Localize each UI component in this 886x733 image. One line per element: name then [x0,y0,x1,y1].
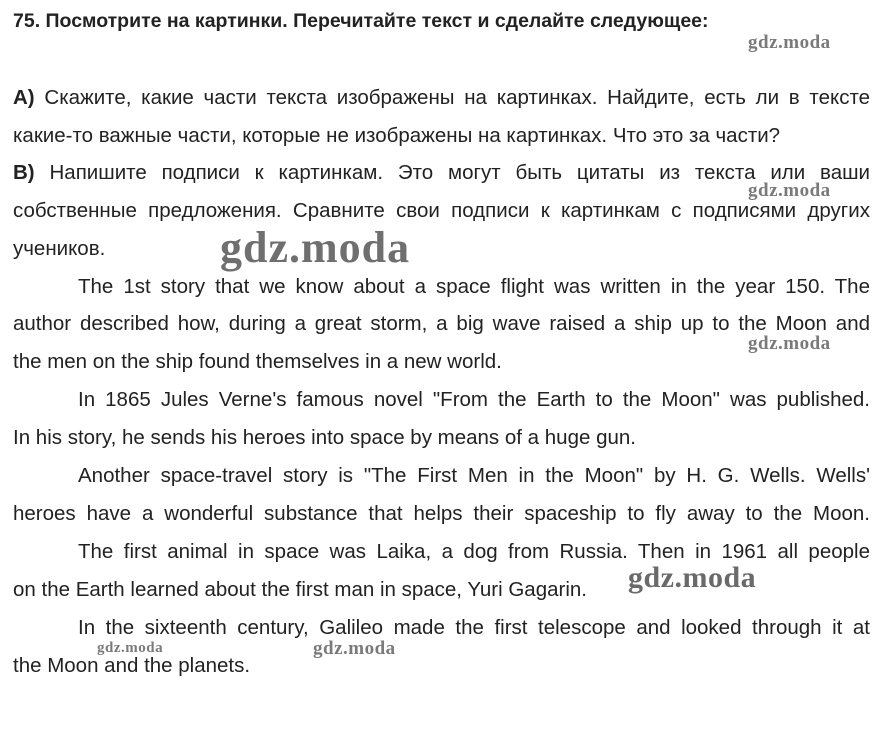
task-a-line-2: какие-то важные части, которые не изображены на картинках. Что это за части? [13,124,781,147]
watermark: gdz.moda [748,32,831,53]
watermark: gdz.moda [748,333,831,354]
task-b-line-1 [13,154,870,192]
watermark: gdz.moda [628,561,757,594]
paragraph-1-line-2: author described how, during a great storm, a big wave raised a ship up to the Moon and [13,312,870,335]
task-a-line-1 [13,79,870,117]
task-a-text-1: Скажите, какие части текста изображены на картинках. Найдите, есть ли в тексте [44,86,871,109]
watermark: gdz.moda [97,640,164,656]
watermark: gdz.moda [220,223,411,272]
watermark: gdz.moda [313,638,396,659]
paragraph-1-line-3: the men on the ship found themselves in a new world. [13,350,502,373]
paragraph-4-line-1: The first animal in space was Laika, a dog from Russia. Then in 1961 all people [78,540,870,563]
paragraph-3-line-2: heroes have a wonderful substance that helps their spaceship to fly away to the Moon. [13,502,870,525]
paragraph-4-line-2: on the Earth learned about the first man in space, Yuri Gagarin. [13,578,587,601]
task-b-label: В) [13,161,35,184]
paragraph-5-line-1: In the sixteenth century, Galileo made the first telescope and looked through it at [78,616,870,639]
paragraph-3-line-1: Another space-travel story is "The First Men in the Moon" by H. G. Wells. Wells' [78,464,870,487]
paragraph-1-line-1: The 1st story that we know about a space flight was written in the year 150. The [78,275,870,298]
task-a-label: А) [13,86,35,109]
task-b-line-3: учеников. [13,237,106,260]
paragraph-5-line-2: the Moon and the planets. [13,654,251,677]
task-b-line-2: собственные предложения. Сравните свои подписи к картинкам с подписями других [13,199,870,222]
exercise-heading: 75. Посмотрите на картинки. Перечитайте текст и сделайте следующее: [13,10,709,32]
watermark: gdz.moda [748,180,831,201]
paragraph-2-line-2: In his story, he sends his heroes into space by means of a huge gun. [13,426,636,449]
paragraph-2-line-1: In 1865 Jules Verne's famous novel "From the Earth to the Moon" was published. [78,388,870,411]
task-b-text-1: Напишите подписи к картинкам. Это могут быть цитаты из текста или ваши [49,161,870,184]
